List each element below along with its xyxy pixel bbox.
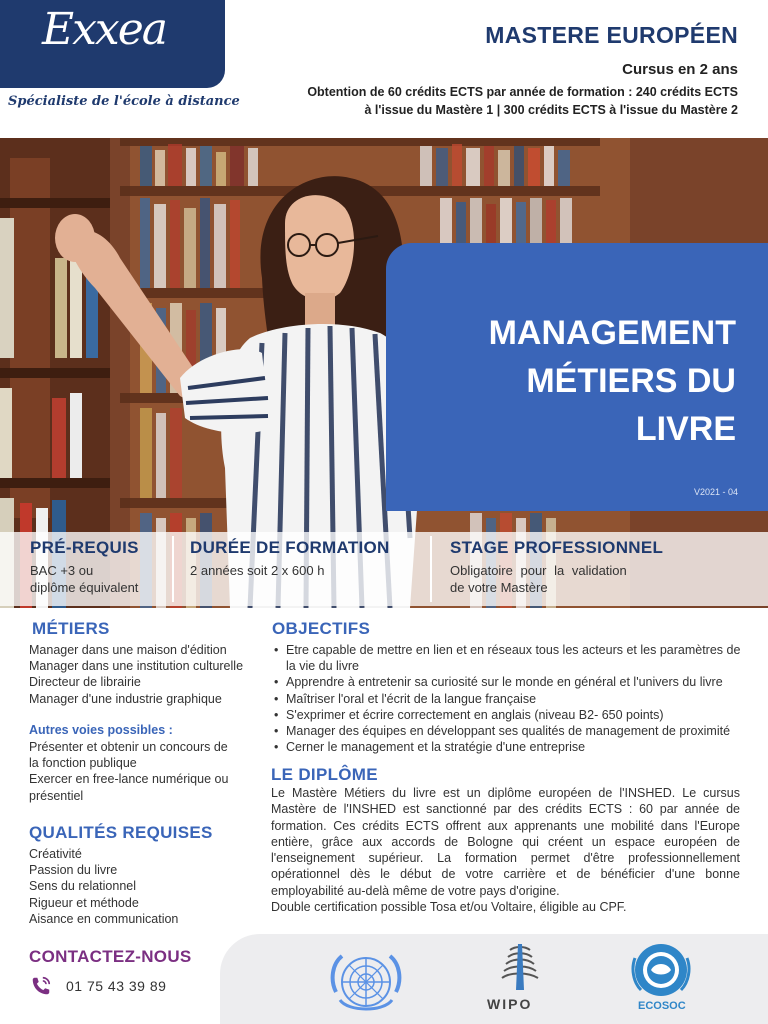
list-item: Aisance en communication bbox=[29, 911, 179, 926]
phone-number[interactable]: 01 75 43 39 89 bbox=[66, 978, 167, 994]
list-item: • Cerner le management et la stratégie d'une entreprise bbox=[272, 739, 742, 755]
list-item: Directeur de librairie bbox=[29, 675, 141, 690]
list-item: la fonction publique bbox=[29, 756, 137, 771]
list-item: • S'exprimer et écrire correctement en anglais (niveau B2- 650 points) bbox=[272, 707, 742, 723]
list-item: • Etre capable de mettre en lien et en réseaux tous les acteurs et les paramètres de la vie du livre bbox=[272, 642, 742, 674]
list-item: présentiel bbox=[29, 788, 84, 803]
stage-line-1: Obligatoire pour la validation bbox=[450, 563, 627, 578]
version-label: V2021 - 04 bbox=[693, 487, 738, 497]
diplome-text bbox=[271, 785, 740, 915]
list-item: Sens du relationnel bbox=[29, 879, 137, 894]
stage-block bbox=[450, 538, 750, 602]
duration-value: 2 années soit 2 x 600 h bbox=[190, 563, 325, 578]
list-item: Présenter et obtenir un concours de bbox=[29, 740, 228, 754]
objectifs-title: OBJECTIFS bbox=[272, 619, 371, 638]
list-item: Manager dans une institution culturelle bbox=[29, 659, 244, 674]
header-title: MASTERE EUROPÉEN bbox=[485, 22, 738, 48]
duration-block bbox=[190, 538, 425, 602]
prereq-label: PRÉ-REQUIS bbox=[30, 538, 139, 557]
autres-voies-list bbox=[29, 739, 264, 804]
brand-tagline: Spécialiste de l'école à distance bbox=[8, 94, 240, 109]
header-subtitle: Cursus en 2 ans bbox=[622, 61, 738, 78]
phone-icon bbox=[30, 975, 52, 997]
ects-line-2: à l'issue du Mastère 1 | 300 crédits ECTS à l'issue du Mastère 2 bbox=[364, 103, 738, 117]
prereq-line-2: diplôme équivalent bbox=[30, 580, 139, 595]
brand-logo: Exxea bbox=[42, 4, 167, 55]
contact-phone[interactable] bbox=[30, 974, 166, 998]
prereq-block bbox=[30, 538, 170, 602]
list-item: Manager d'une industrie graphique bbox=[29, 691, 222, 706]
partner-logos bbox=[220, 934, 768, 1024]
program-title-line-2: MÉTIERS DU bbox=[526, 362, 736, 400]
divider bbox=[430, 536, 432, 602]
stage-line-2: de votre Mastère bbox=[450, 580, 548, 595]
diplome-paragraph: Le Mastère Métiers du livre est un diplôme européen de l'INSHED. Le cursus Mastère de l'INSHED est sanctionné par des crédits ECTS : 60 par année de formation. Ces crédits ECTS offrent aux apprenants une mobilité dans l'Europe entière, grâce aux accords de Bologne qui créent un espace européen de l'enseignement supérieur. La formation permet d'être professionnellement opérationnel dès le début de votre carrière et de bénéficier d'une bonne employabilité au-delà même de votre pays d'origine. bbox=[271, 786, 740, 898]
list-item: Créativité bbox=[29, 847, 82, 861]
wipo-label: WIPO bbox=[487, 996, 533, 1012]
ecosoc-label: ECOSOC bbox=[638, 1000, 686, 1012]
un-emblem-icon bbox=[320, 942, 412, 1022]
objectifs-list bbox=[272, 642, 742, 755]
prereq-line-1: BAC +3 ou bbox=[30, 563, 94, 578]
list-item: Rigueur et méthode bbox=[29, 895, 139, 910]
logo-box bbox=[0, 0, 225, 88]
list-item: • Apprendre à entretenir sa curiosité sur le monde en général et l'univers du livre bbox=[272, 674, 742, 690]
program-title-panel bbox=[386, 243, 768, 511]
qualites-title: QUALITÉS REQUISES bbox=[29, 823, 213, 842]
diplome-certification: Double certification possible Tosa et/ou Voltaire, éligible au CPF. bbox=[271, 900, 627, 915]
info-strip bbox=[0, 532, 768, 606]
diplome-title: LE DIPLÔME bbox=[271, 765, 378, 784]
list-item: Manager dans une maison d'édition bbox=[29, 643, 227, 657]
list-item: Passion du livre bbox=[29, 863, 118, 878]
program-title-line-1: MANAGEMENT bbox=[488, 314, 736, 352]
autres-voies-title: Autres voies possibles : bbox=[29, 723, 173, 737]
duration-label: DURÉE DE FORMATION bbox=[190, 538, 390, 557]
stage-label: STAGE PROFESSIONNEL bbox=[450, 538, 664, 557]
metiers-title: MÉTIERS bbox=[32, 619, 110, 638]
program-title bbox=[416, 309, 736, 453]
list-item: • Manager des équipes en développant ses qualités de management de proximité bbox=[272, 723, 742, 739]
contact-title: CONTACTEZ-NOUS bbox=[29, 947, 192, 966]
ecosoc-emblem-icon bbox=[625, 940, 697, 1000]
metiers-list bbox=[29, 642, 264, 707]
list-item: Exercer en free-lance numérique ou bbox=[29, 772, 229, 787]
program-title-line-3: LIVRE bbox=[635, 410, 736, 448]
wipo-emblem-icon bbox=[498, 938, 542, 994]
stage-value bbox=[450, 562, 750, 596]
qualites-list bbox=[29, 846, 264, 927]
divider bbox=[172, 536, 174, 602]
prereq-value bbox=[30, 562, 170, 596]
header-ects bbox=[258, 83, 738, 119]
ects-line-1: Obtention de 60 crédits ECTS par année de formation : 240 crédits ECTS bbox=[307, 85, 738, 99]
list-item: • Maîtriser l'oral et l'écrit de la langue française bbox=[272, 691, 742, 707]
